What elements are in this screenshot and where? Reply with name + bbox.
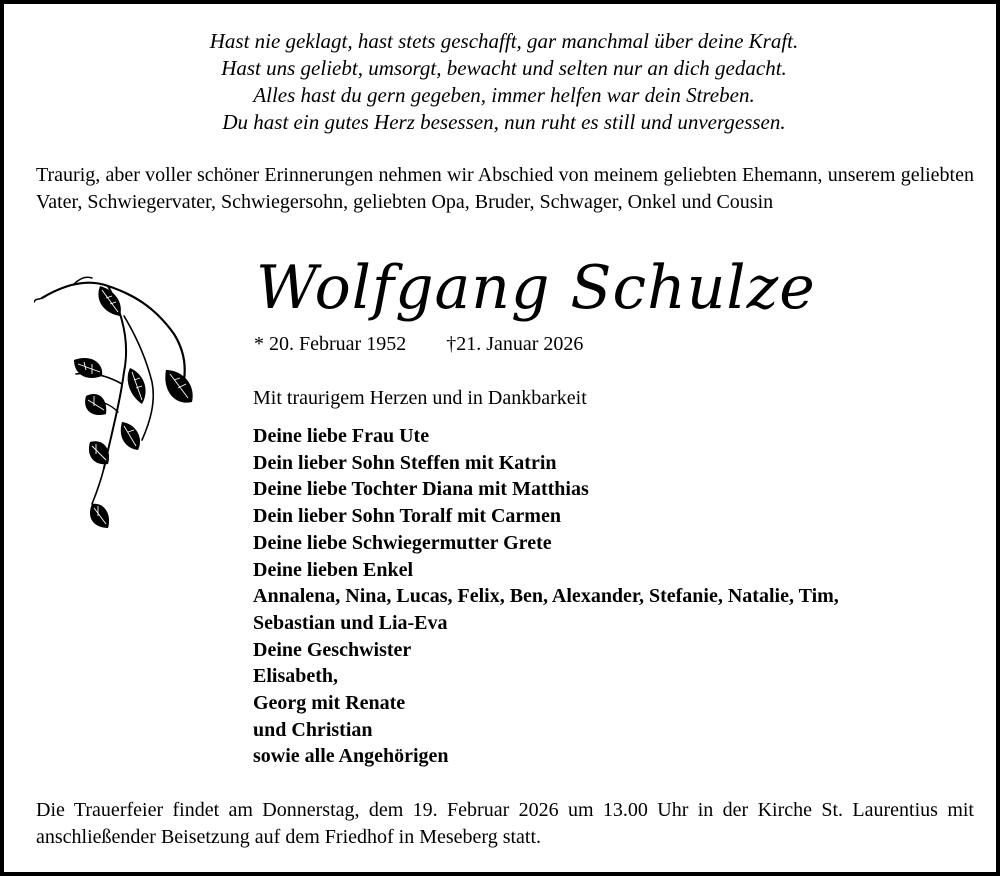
- poem-line: Du hast ein gutes Herz besessen, nun ruht es still und unvergessen.: [222, 110, 786, 134]
- poem-line: Alles hast du gern gegeben, immer helfen war dein Streben.: [253, 83, 755, 107]
- mourners-list: [253, 423, 973, 770]
- mourner-line: Deine liebe Frau Ute: [253, 425, 430, 447]
- thanks-line: Mit traurigem Herzen und in Dankbarkeit: [253, 387, 587, 409]
- mourner-line: Dein lieber Sohn Steffen mit Katrin: [253, 451, 557, 474]
- death-date: †21. Januar 2026: [446, 333, 584, 355]
- birch-branch-icon: [34, 272, 209, 547]
- mourner-line: Sebastian und Lia-Eva: [253, 611, 448, 634]
- poem: [34, 28, 974, 136]
- funeral-info: Die Trauerfeier findet am Donnerstag, dem 19. Februar 2026 um 13.00 Uhr in der Kirche St. Laurentius mit anschließender Beisetzung auf dem Friedhof in Meseberg statt.: [36, 799, 974, 848]
- mourner-line: Annalena, Nina, Lucas, Felix, Ben, Alexander, Stefanie, Natalie, Tim,: [253, 585, 839, 608]
- mourner-line: sowie alle Angehörigen: [253, 745, 449, 768]
- birth-date: * 20. Februar 1952: [254, 333, 407, 355]
- mourner-line: Deine lieben Enkel: [253, 558, 414, 581]
- mourner-line: Georg mit Renate: [253, 692, 406, 715]
- mourner-line: Dein lieber Sohn Toralf mit Carmen: [253, 505, 561, 528]
- life-dates: [254, 331, 583, 357]
- poem-line: Hast nie geklagt, hast stets geschafft, gar manchmal über deine Kraft.: [209, 29, 799, 53]
- mourner-line: Deine Geschwister: [253, 638, 412, 661]
- mourner-line: Deine liebe Schwiegermutter Grete: [253, 531, 552, 554]
- mourner-line: Deine liebe Tochter Diana mit Matthias: [253, 478, 589, 501]
- intro-text: Traurig, aber voller schöner Erinnerungen nehmen wir Abschied von meinem geliebten Ehemann, unserem geliebten Vater, Schwiegervater, Schwiegersohn, geliebten Opa, Bruder, Schwager, Onkel und Cousin: [36, 164, 974, 213]
- mourner-line: Elisabeth,: [253, 665, 339, 688]
- deceased-name: Wolfgang Schulze: [256, 253, 816, 323]
- mourner-line: und Christian: [253, 718, 373, 741]
- poem-line: Hast uns geliebt, umsorgt, bewacht und selten nur an dich gedacht.: [221, 56, 787, 80]
